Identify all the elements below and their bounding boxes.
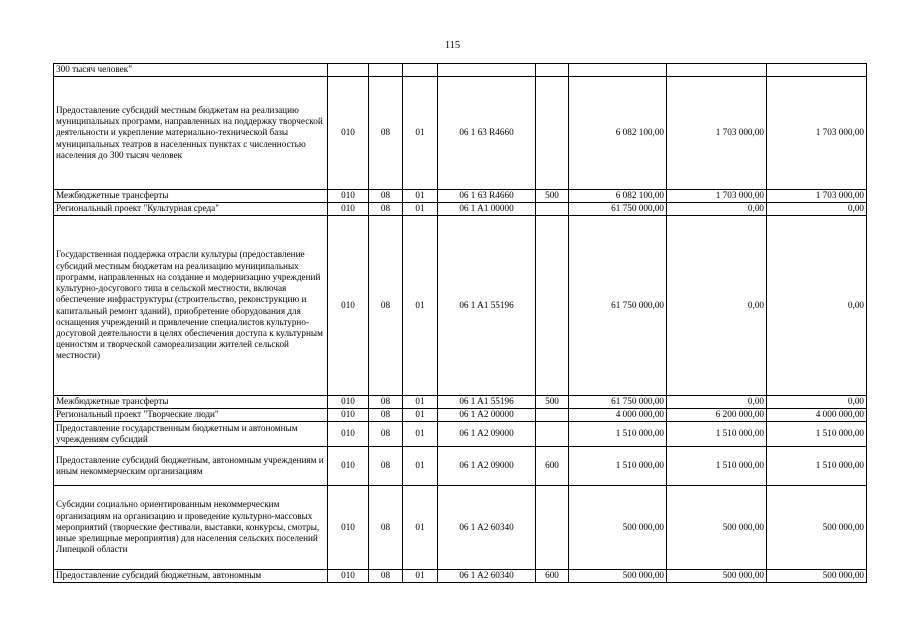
row-description: Предоставление государственным бюджетным и автономным учреждениям субсидий [54,422,328,447]
expense-type-cell: 500 [536,396,569,409]
target-article-cell: 06 1 A2 00000 [438,409,536,422]
amount-cell: 1 510 000,00 [667,447,767,486]
ministry-code-cell: 010 [328,190,369,203]
table-row [54,486,867,570]
amount-cell: 0,00 [767,203,867,216]
table-row [54,422,867,447]
row-description: 300 тысяч человек" [54,64,328,77]
ministry-code-cell: 010 [328,422,369,447]
amount-cell: 500 000,00 [569,486,667,570]
amount-cell: 0,00 [667,216,767,396]
ministry-code-cell: 010 [328,447,369,486]
subsection-code-cell: 01 [403,203,438,216]
row-description: Предоставление субсидий местным бюджетам на реализацию муниципальных программ, направленных на поддержку творческой деятельности и укрепление материально-технической базы муниципальных театров в населенных пунктах с численностью населения до 300 тысяч человек [54,77,328,190]
amount-cell: 6 082 100,00 [569,190,667,203]
amount-cell: 1 703 000,00 [667,77,767,190]
ministry-code-cell [328,64,369,77]
section-code-cell: 08 [369,486,403,570]
subsection-code-cell: 01 [403,216,438,396]
amount-cell: 1 510 000,00 [767,447,867,486]
expense-type-cell: 500 [536,190,569,203]
expense-type-cell [536,203,569,216]
amount-cell: 1 510 000,00 [667,422,767,447]
row-description: Региональный проект "Культурная среда" [54,203,328,216]
table-row [54,447,867,486]
amount-cell: 61 750 000,00 [569,216,667,396]
subsection-code-cell: 01 [403,409,438,422]
expense-type-cell [536,409,569,422]
table-row [54,409,867,422]
ministry-code-cell: 010 [328,203,369,216]
section-code-cell: 08 [369,570,403,583]
ministry-code-cell: 010 [328,570,369,583]
row-description: Субсидии социально ориентированным некоммерческим организациям на организацию и проведение культурно-массовых мероприятий (творческие фестивали, выставки, конкурсы, смотры, иные зрелищные мероприятия) для населения сельских поселений Липецкой области [54,486,328,570]
row-description: Предоставление субсидий бюджетным, автономным учреждениям и иным некоммерческим организациям [54,447,328,486]
expense-type-cell [536,77,569,190]
row-description: Межбюджетные трансферты [54,396,328,409]
amount-cell: 500 000,00 [667,486,767,570]
section-code-cell: 08 [369,447,403,486]
amount-cell: 1 703 000,00 [667,190,767,203]
subsection-code-cell: 01 [403,447,438,486]
subsection-code-cell: 01 [403,486,438,570]
table-row [54,396,867,409]
target-article-cell: 06 1 A2 60340 [438,486,536,570]
section-code-cell: 08 [369,77,403,190]
amount-cell: 1 510 000,00 [767,422,867,447]
table-row [54,64,867,77]
section-code-cell: 08 [369,203,403,216]
ministry-code-cell: 010 [328,77,369,190]
amount-cell: 0,00 [667,203,767,216]
amount-cell [569,64,667,77]
amount-cell: 500 000,00 [667,570,767,583]
table-row [54,570,867,583]
amount-cell: 500 000,00 [767,570,867,583]
budget-table [53,63,867,583]
table-row [54,203,867,216]
target-article-cell: 06 1 63 R4660 [438,190,536,203]
amount-cell: 0,00 [767,396,867,409]
target-article-cell: 06 1 A1 55196 [438,216,536,396]
target-article-cell [438,64,536,77]
subsection-code-cell: 01 [403,190,438,203]
amount-cell [767,64,867,77]
expense-type-cell [536,422,569,447]
subsection-code-cell: 01 [403,422,438,447]
ministry-code-cell: 010 [328,486,369,570]
page-number: 115 [444,40,461,51]
subsection-code-cell: 01 [403,570,438,583]
section-code-cell [369,64,403,77]
amount-cell [667,64,767,77]
amount-cell: 61 750 000,00 [569,396,667,409]
amount-cell: 4 000 000,00 [569,409,667,422]
amount-cell: 1 703 000,00 [767,190,867,203]
target-article-cell: 06 1 A1 00000 [438,203,536,216]
table-row [54,190,867,203]
amount-cell: 500 000,00 [569,570,667,583]
amount-cell: 61 750 000,00 [569,203,667,216]
expense-type-cell: 600 [536,570,569,583]
table-row [54,77,867,190]
expense-type-cell: 600 [536,447,569,486]
section-code-cell: 08 [369,216,403,396]
subsection-code-cell [403,64,438,77]
amount-cell: 1 703 000,00 [767,77,867,190]
ministry-code-cell: 010 [328,409,369,422]
target-article-cell: 06 1 A2 60340 [438,570,536,583]
section-code-cell: 08 [369,190,403,203]
target-article-cell: 06 1 A1 55196 [438,396,536,409]
section-code-cell: 08 [369,422,403,447]
row-description: Предоставление субсидий бюджетным, автономным [54,570,328,583]
amount-cell: 0,00 [667,396,767,409]
row-description: Государственная поддержка отрасли культуры (предоставление субсидий местным бюджетам на реализацию муниципальных программ, направленных на создание и модернизацию учреждений культурно-досугового типа в сельской местности, включая обеспечение инфраструктуры (строительство, реконструкцию и капитальный ремонт зданий), приобретение оборудования для оснащения учреждений и привлечение специалистов культурно-досуговой деятельности в целях обеспечения доступа к культурным ценностям и творческой самореализации жителей сельской местности) [54,216,328,396]
subsection-code-cell: 01 [403,77,438,190]
row-description: Региональный проект "Творческие люди" [54,409,328,422]
amount-cell: 4 000 000,00 [767,409,867,422]
ministry-code-cell: 010 [328,216,369,396]
target-article-cell: 06 1 A2 09000 [438,447,536,486]
target-article-cell: 06 1 A2 09000 [438,422,536,447]
amount-cell: 0,00 [767,216,867,396]
row-description: Межбюджетные трансферты [54,190,328,203]
amount-cell: 1 510 000,00 [569,422,667,447]
target-article-cell: 06 1 63 R4660 [438,77,536,190]
section-code-cell: 08 [369,396,403,409]
section-code-cell: 08 [369,409,403,422]
amount-cell: 500 000,00 [767,486,867,570]
expense-type-cell [536,216,569,396]
amount-cell: 6 200 000,00 [667,409,767,422]
ministry-code-cell: 010 [328,396,369,409]
expense-type-cell [536,486,569,570]
table-row [54,216,867,396]
expense-type-cell [536,64,569,77]
amount-cell: 6 082 100,00 [569,77,667,190]
subsection-code-cell: 01 [403,396,438,409]
amount-cell: 1 510 000,00 [569,447,667,486]
